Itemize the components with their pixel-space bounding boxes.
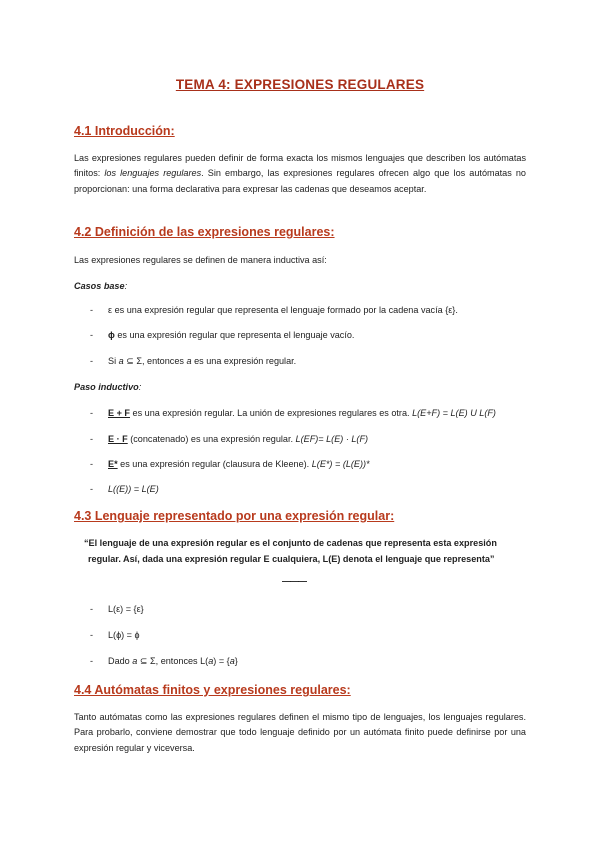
intro-text-b: . Sin embargo, las expresiones regulares ofrecen algo que los autómatas no proporcionan: una forma declarativa para expresar las cadenas que deseamos aceptar. [74, 168, 526, 194]
section-heading-definition: 4.2 Definición de las expresiones regulares: [74, 225, 335, 239]
step-item-concat [108, 434, 368, 444]
lang-item-empty: L(ɸ) = ɸ [108, 630, 140, 640]
base-item-empty [108, 330, 354, 340]
step-label-text: Paso inductivo [74, 382, 139, 392]
base-label-text: Casos base [74, 281, 125, 291]
step-item-kleene [108, 459, 370, 469]
step-item-formula: L(E*) = (L(E))* [311, 459, 370, 469]
base-item-pre: Si [108, 356, 119, 366]
base-item-symbol [108, 356, 296, 367]
bullet-marker: - [90, 656, 94, 666]
empty-set-symbol: ɸ [108, 330, 115, 340]
definition-intro: Las expresiones regulares se definen de manera inductiva así: [74, 255, 327, 265]
variable-a: a [208, 656, 214, 666]
intro-text-a: Las expresiones regulares pueden definir de forma exacta los mismos lenguajes que describen los autómatas finitos: [74, 153, 526, 179]
separator-line: ——— [282, 576, 306, 586]
section-heading-automata: 4.4 Autómatas finitos y expresiones regulares: [74, 683, 351, 697]
step-item-union [108, 408, 496, 418]
step-item-text: es una expresión regular. La unión de expresiones regulares es otra. [129, 408, 413, 418]
automata-paragraph: Tanto autómatas como las expresiones regulares definen el mismo tipo de lenguajes, los lenguajes regulares. Para probarlo, conviene demostrar que todo lenguaje definido por un autómata finito puede definirse por una expresión regular y viceversa. [74, 712, 526, 753]
step-item-formula: L((E)) = L(E) [108, 484, 159, 494]
variable-a: a [229, 656, 235, 666]
expr-kleene: E* [108, 459, 118, 469]
quote-line: regular. Así, dada una expresión regular E cualquiera, L(E) denota el lenguaje que representa” [88, 553, 495, 564]
variable-a: a [132, 656, 138, 666]
lang-item-mid: ⊆ Σ, entonces L( [137, 656, 209, 666]
variable-a: a [186, 356, 192, 366]
bullet-marker: - [90, 408, 94, 418]
bullet-marker: - [90, 484, 94, 494]
section-heading-language: 4.3 Lenguaje representado por una expresión regular: [74, 509, 395, 523]
step-item-formula: L(E+F) = L(E) U L(F) [412, 408, 496, 418]
quote-line: “El lenguaje de una expresión regular es el conjunto de cadenas que representa esta expresión [84, 538, 497, 548]
section-heading-intro: 4.1 Introducción: [74, 124, 175, 138]
base-item-epsilon [108, 305, 458, 315]
bullet-marker: - [90, 604, 94, 614]
bullet-marker: - [90, 630, 94, 640]
lang-item-epsilon: L(ε) = {ε} [108, 604, 144, 614]
step-item-text: (concatenado) es una expresión regular. [127, 434, 296, 444]
base-cases-label [74, 281, 127, 291]
intro-paragraph [74, 151, 526, 197]
expr-concat: E · F [108, 434, 128, 444]
step-label-colon: : [138, 382, 142, 392]
bullet-marker: - [90, 459, 94, 469]
step-item-parens [108, 484, 159, 494]
language-quote [84, 536, 520, 567]
expr-union: E + F [108, 408, 130, 418]
epsilon-symbol: ε [108, 305, 113, 315]
lang-item-post: } [234, 656, 238, 666]
variable-a: a [118, 356, 124, 366]
lang-item-symbol [108, 656, 238, 667]
base-item-text: es una expresión regular que representa el lenguaje vacío. [114, 330, 355, 340]
bullet-marker: - [90, 330, 94, 340]
lang-item-pre: Dado [108, 656, 133, 666]
step-item-formula: L(EF)= L(E) · L(F) [295, 434, 369, 444]
base-item-text: es una expresión regular que representa el lenguaje formado por la cadena vacía {ε}. [112, 305, 458, 315]
inductive-step-label [74, 382, 141, 392]
base-item-post: es una expresión regular. [191, 356, 297, 366]
base-label-colon: : [124, 281, 128, 291]
bullet-marker: - [90, 434, 94, 444]
base-item-mid: ⊆ Σ, entonces [123, 356, 187, 366]
bullet-marker: - [90, 305, 94, 315]
bullet-marker: - [90, 356, 94, 366]
intro-text-italic: los lenguajes regulares [104, 168, 202, 179]
lang-item-mid: ) = { [213, 656, 230, 666]
step-item-text: es una expresión regular (clausura de Kleene). [117, 459, 312, 469]
page-title: TEMA 4: EXPRESIONES REGULARES [175, 77, 425, 92]
